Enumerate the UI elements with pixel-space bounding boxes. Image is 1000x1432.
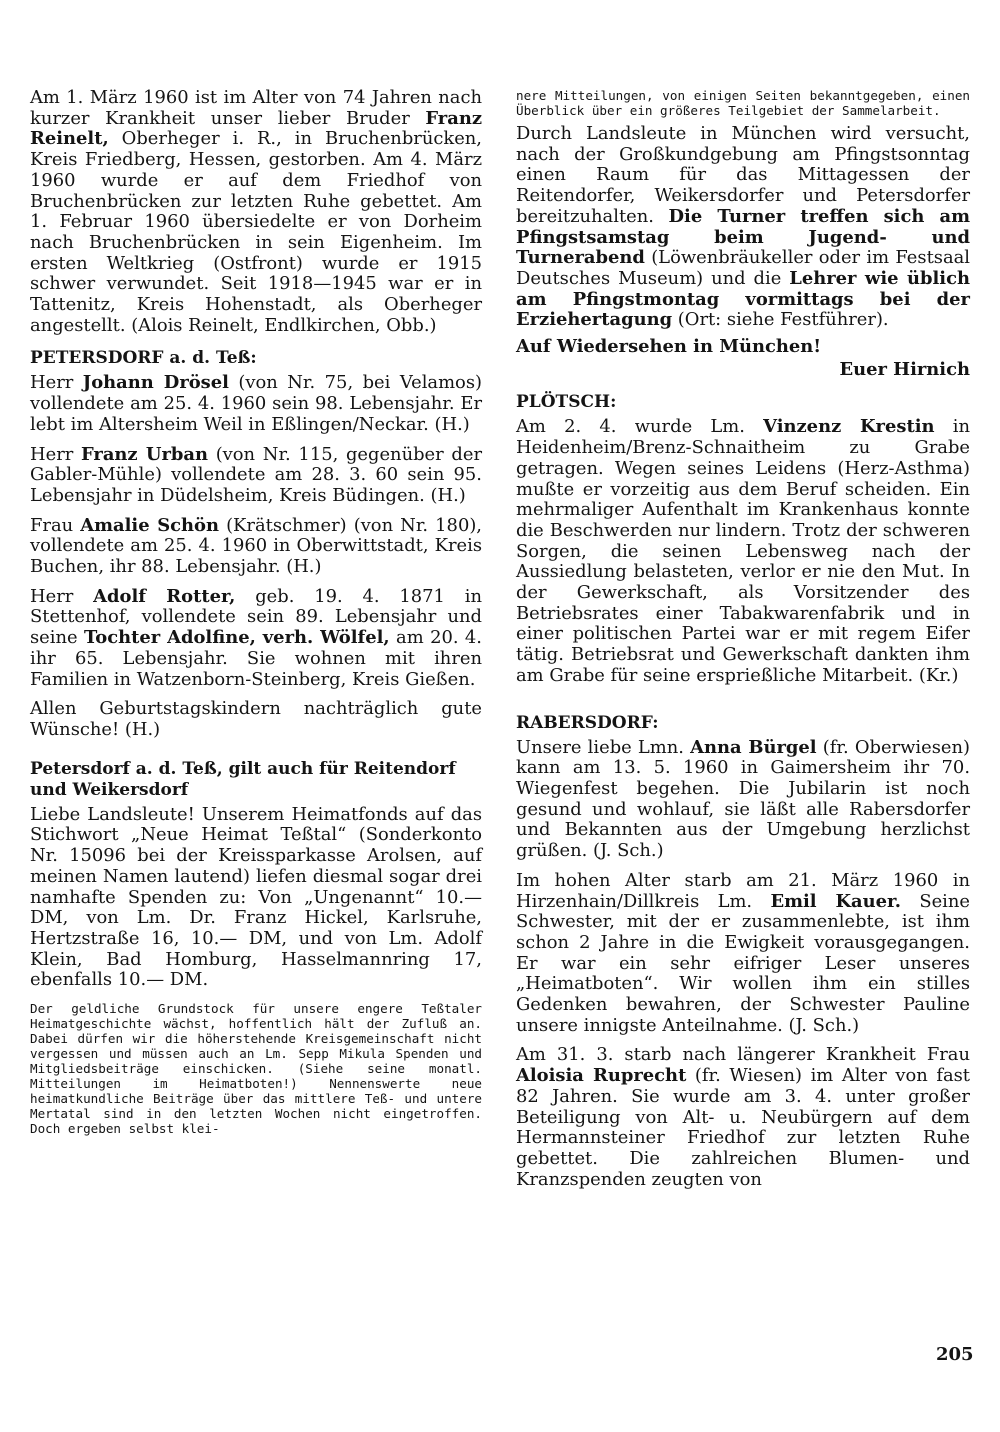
birthday-buergel: Unsere liebe Lmn. Anna Bürgel (fr. Oberwiesen) kann am 13. 5. 1960 in Gaimersheim ihr 70. Wiegenfest begehen. Die Jubilarin ist noch gesund und wohlauf, sie läßt alle Rabersdorfer und Bekannten aus der Umgebung herzlichst grüßen. (J. Sch.) — [516, 736, 970, 862]
birthday-schoen: Frau Amalie Schön (Krätschmer) (von Nr. 180), vollendete am 25. 4. 1960 in Oberwittstadt, Kreis Buchen, ihr 88. Lebensjahr. (H.) — [30, 514, 482, 578]
left-column — [30, 88, 482, 1136]
continued-note: nere Mitteilungen, von einigen Seiten bekanntgegeben, einen Überblick über ein größeres Teilgebiet der Sammelarbeit. — [516, 88, 970, 118]
section-heading-ploetsch: PLÖTSCH: — [516, 392, 617, 413]
fonds-donations: Liebe Landsleute! Unserem Heimatfonds auf das Stichwort „Neue Heimat Teßtal“ (Sonderkonto Nr. 15096 bei der Kreissparkasse Arolsen, auf meinen Namen lautend) liefen diesmal sogar drei namhafte Spenden zu: Von „Ungenannt“ 10.— DM, von Lm. Dr. Franz Hickel, Karlsruhe, Hertzstraße 16, 10.— DM, und von Lm. Adolf Klein, Bad Homburg, Hasselmannring 17, ebenfalls 10.— DM. — [30, 803, 482, 991]
fonds-note: Der geldliche Grundstock für unsere engere Teßtaler Heimatgeschichte wächst, hoffentlich hält der Zufluß an. Dabei dürfen wir die höherstehende Kreisgemeinschaft nicht vergessen und müssen auch an Lm. Sepp Mikula Spenden und Mitgliedsbeiträge einschicken. (Siehe seine monatl. Mitteilungen im Heimatboten!) Nennenswerte neue heimatkundliche Beiträge über das mittlere Teß- und untere Mertatal sind in den letzten Wochen nicht eingetroffen. Doch ergeben selbst klei- — [30, 1001, 482, 1137]
section-heading-rabersdorf: RABERSDORF: — [516, 712, 659, 733]
farewell: Auf Wiedersehen in München! — [516, 336, 822, 358]
right-column — [516, 88, 970, 1190]
birthday-wishes: Allen Geburtstagskindern nachträglich gute Wünsche! (H.) — [30, 698, 482, 740]
obituary-kauer: Im hohen Alter starb am 21. März 1960 in Hirzenhain/Dillkreis Lm. Emil Kauer. Seine Schwester, mit der er zusammenlebte, ist ihm schon 2 Jahre in die Ewigkeit vorausgegangen. Er war ein sehr eifriger Leser unseres „Heimatboten“. Wir wollen ihm ein stilles Gedenken bewahren, der Schwester Pauline unsere innigste Anteilnahme. (J. Sch.) — [516, 869, 970, 1036]
munich-meeting: Durch Landsleute in München wird versucht, nach der Großkundgebung am Pfingstsonntag einen Raum für das Mittagessen der Reitendorfer, Weikersdorfer und Petersdorfer bereitzuhalten. Die Turner treffen sich am Pfingstsamstag beim Jugend- und Turnerabend (Löwenbräukeller oder im Festsaal Deutsches Museum) und die Lehrer wie üblich am Pfingstmontag vormittags bei der Erziehertagung (Ort: siehe Festführer). — [516, 123, 971, 331]
obituary-krestin: Am 2. 4. wurde Lm. Vinzenz Krestin in Heidenheim/Brenz-Schnaitheim zu Grabe getragen. Wegen seines Leidens (Herz-Asthma) mußte er vorzeitig aus dem Beruf scheiden. Ein mehrmaliger Aufenthalt im Krankenhaus konnte die Beschwerden nur lindern. Trotz der schweren Sorgen, die seinen Lebensweg nach der Aussiedlung belasteten, verlor er nie den Mut. In der Gewerkschaft, als Vorsitzender des Betriebsrates einer Tabakwarenfabrik und in einer politischen Partei war er mit regem Eifer tätig. Betriebsrat und Gewerkschaft dankten ihm am Grabe für seine ersprießliche Mitarbeit. (Kr.) — [516, 416, 970, 686]
signature: Euer Hirnich — [839, 358, 970, 380]
article-reinelt: Am 1. März 1960 ist im Alter von 74 Jahren nach kurzer Krankheit unser lieber Bruder Franz Reinelt, Oberheger i. R., in Bruchenbrücken, Kreis Friedberg, Hessen, gestorben. Am 4. März 1960 wurde er auf dem Friedhof von Bruchenbrücken zur letzten Ruhe gebettet. Am 1. Februar 1960 übersiedelte er von Dorheim nach Bruchenbrücken in sein Eigenheim. Im ersten Weltkrieg (Ostfront) wurde er 1915 schwer verwundet. Seit 1918—1945 war er in Tattenitz, Kreis Hohenstadt, als Oberheger angestellt. (Alois Reinelt, Endlkirchen, Obb.) — [30, 87, 482, 336]
birthday-urban: Herr Franz Urban (von Nr. 115, gegenüber der Gabler-Mühle) vollendete am 28. 3. 60 sein 95. Lebensjahr in Düdelsheim, Kreis Büdingen. (H.) — [30, 443, 483, 506]
page-number: 205 — [936, 1344, 974, 1365]
birthday-rotter: Herr Adolf Rotter, geb. 19. 4. 1871 in Stettenhof, vollendete sein 89. Lebensjahr und seine Tochter Adolfine, verh. Wölfel, am 20. 4. ihr 65. Lebensjahr. Sie wohnen mit ihren Familien in Watzenborn-Steinberg, Kreis Gießen. — [30, 585, 482, 690]
birthday-droesel: Herr Johann Drösel (von Nr. 75, bei Velamos) vollendete am 25. 4. 1960 sein 98. Lebensjahr. Er lebt im Altersheim Weil in Eßlingen/Neckar. (H.) — [30, 372, 482, 435]
section-heading-fonds: Petersdorf a. d. Teß, gilt auch für Reitendorf und Weikersdorf — [30, 758, 456, 800]
obituary-ruprecht: Am 31. 3. starb nach längerer Krankheit Frau Aloisia Ruprecht (fr. Wiesen) im Alter von fast 82 Jahren. Sie wurde am 3. 4. unter großer Beteiligung von Alt- u. Neubürgern auf dem Hermannsteiner Friedhof zur letzten Ruhe gebettet. Die zahlreichen Blumen- und Kranzspenden zeugten von — [516, 1044, 970, 1190]
section-heading-petersdorf: PETERSDORF a. d. Teß: — [30, 348, 257, 369]
